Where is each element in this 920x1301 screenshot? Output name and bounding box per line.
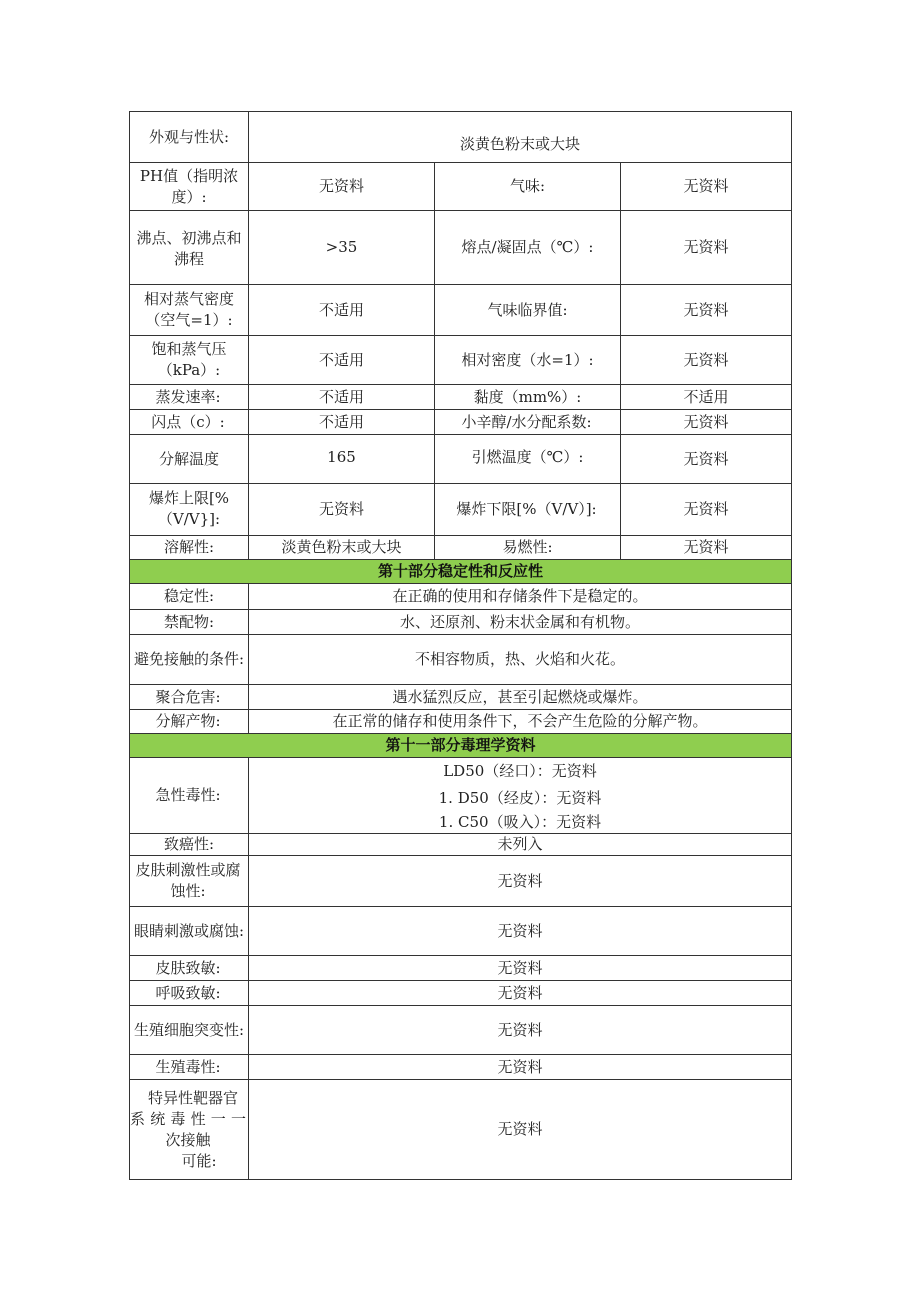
appearance-label: 外观与性状: [130, 112, 249, 163]
row-skin-irritation [130, 856, 792, 907]
polymer-value: 遇水猛烈反应，甚至引起燃烧或爆炸。 [249, 685, 792, 710]
avoid-label: 避免接触的条件: [130, 635, 249, 685]
row-stability [130, 584, 792, 610]
section-10-title: 第十部分稳定性和反应性 [130, 560, 792, 584]
repro-value: 无资料 [249, 1055, 792, 1080]
incompatible-value: 水、还原剂、粉末状金属和有机物。 [249, 610, 792, 635]
stability-label: 稳定性: [130, 584, 249, 610]
resp-sens-label: 呼吸致敏: [130, 981, 249, 1006]
skin-irrit-label: 皮肤刺激性或腐蚀性: [130, 856, 249, 907]
germ-label: 生殖细胞突变性: [130, 1006, 249, 1055]
acute-dermal: 1. D50（经皮）：无资料 [438, 789, 602, 807]
decomp-value: 在正常的储存和使用条件下，不会产生危险的分解产物。 [249, 710, 792, 734]
repro-label: 生殖毒性: [130, 1055, 249, 1080]
relative-density-value: 无资料 [621, 336, 792, 385]
decomp-label: 分解产物: [130, 710, 249, 734]
row-boiling [130, 211, 792, 285]
stot-label-line-2: 系统毒性一一 [130, 1109, 246, 1128]
solubility-label: 溶解性: [130, 536, 249, 560]
stot-label-line-4: 可能: [181, 1151, 217, 1170]
section-11-title: 第十一部分毒理学资料 [130, 734, 792, 758]
acute-inhalation: 1. C50（吸入）：无资料 [438, 813, 602, 831]
row-resp-sensitization [130, 981, 792, 1006]
resp-sens-value: 无资料 [249, 981, 792, 1006]
section-11-header [130, 734, 792, 758]
flash-value: 不适用 [249, 410, 435, 435]
ignition-value: 无资料 [621, 435, 792, 484]
viscosity-label: 黏度（mm%）: [435, 385, 621, 410]
flammability-label: 易燃性: [435, 536, 621, 560]
row-vapor-pressure [130, 336, 792, 385]
row-avoid [130, 635, 792, 685]
row-evaporation [130, 385, 792, 410]
row-ph [130, 163, 792, 211]
skin-irrit-value: 无资料 [249, 856, 792, 907]
eye-value: 无资料 [249, 907, 792, 956]
row-reproductive [130, 1055, 792, 1080]
evap-value: 不适用 [249, 385, 435, 410]
lower-limit-value: 无资料 [621, 484, 792, 536]
upper-limit-label: 爆炸上限[%（V/V}]: [130, 484, 249, 536]
carcino-value: 未列入 [249, 834, 792, 856]
eye-label: 眼睛刺激或腐蚀: [130, 907, 249, 956]
acute-values [249, 758, 792, 834]
sds-table [129, 111, 792, 1180]
ph-label: PH值（指明浓度）: [130, 163, 249, 211]
row-eye [130, 907, 792, 956]
row-vapor-density [130, 285, 792, 336]
partition-value: 无资料 [621, 410, 792, 435]
section-10-header [130, 560, 792, 584]
row-decomposition [130, 710, 792, 734]
stot-label [130, 1080, 249, 1180]
vapor-density-value: 不适用 [249, 285, 435, 336]
partition-label: 小辛醇/水分配系数: [435, 410, 621, 435]
stot-value: 无资料 [249, 1080, 792, 1180]
row-flash [130, 410, 792, 435]
vapor-density-label: 相对蒸气密度（空气=1）: [130, 285, 249, 336]
row-appearance [130, 112, 792, 163]
decomp-temp-label: 分解温度 [130, 435, 249, 484]
odor-label: 气味: [435, 163, 621, 211]
stot-label-line-1: 特异性靶器官 [147, 1088, 238, 1107]
row-incompatible [130, 610, 792, 635]
boiling-value: >35 [249, 211, 435, 285]
row-germ-cell [130, 1006, 792, 1055]
boiling-label: 沸点、初沸点和沸程 [130, 211, 249, 285]
row-explosion-limits [130, 484, 792, 536]
vapor-pressure-label: 饱和蒸气压（kPa）: [130, 336, 249, 385]
germ-value: 无资料 [249, 1006, 792, 1055]
skin-sens-value: 无资料 [249, 956, 792, 981]
appearance-value: 淡黄色粉末或大块 [249, 112, 792, 163]
upper-limit-value: 无资料 [249, 484, 435, 536]
vapor-pressure-value: 不适用 [249, 336, 435, 385]
acute-oral: LD50（经口）：无资料 [443, 762, 597, 780]
melting-value: 无资料 [621, 211, 792, 285]
evap-label: 蒸发速率: [130, 385, 249, 410]
avoid-value: 不相容物质，热、火焰和火花。 [249, 635, 792, 685]
relative-density-label: 相对密度（水=1）: [435, 336, 621, 385]
row-skin-sensitization [130, 956, 792, 981]
incompatible-label: 禁配物: [130, 610, 249, 635]
acute-label: 急性毒性: [130, 758, 249, 834]
lower-limit-label: 爆炸下限[%（V/V）]: [435, 484, 621, 536]
flammability-value: 无资料 [621, 536, 792, 560]
odor-threshold-value: 无资料 [621, 285, 792, 336]
row-acute [130, 758, 792, 834]
skin-sens-label: 皮肤致敏: [130, 956, 249, 981]
ignition-label: 引燃温度（℃）: [435, 435, 621, 484]
odor-value: 无资料 [621, 163, 792, 211]
row-polymerization [130, 685, 792, 710]
melting-label: 熔点/凝固点（℃）: [435, 211, 621, 285]
row-decomp-temp [130, 435, 792, 484]
ph-value: 无资料 [249, 163, 435, 211]
polymer-label: 聚合危害: [130, 685, 249, 710]
odor-threshold-label: 气味临界值: [435, 285, 621, 336]
stability-value: 在正确的使用和存储条件下是稳定的。 [249, 584, 792, 610]
carcino-label: 致癌性: [130, 834, 249, 856]
stot-label-line-3: 次接触 [165, 1130, 211, 1149]
decomp-temp-value: 165 [249, 435, 435, 484]
row-carcinogenicity [130, 834, 792, 856]
viscosity-value: 不适用 [621, 385, 792, 410]
row-solubility [130, 536, 792, 560]
row-stot-single [130, 1080, 792, 1180]
flash-label: 闪点（c）: [130, 410, 249, 435]
solubility-value: 淡黄色粉末或大块 [249, 536, 435, 560]
